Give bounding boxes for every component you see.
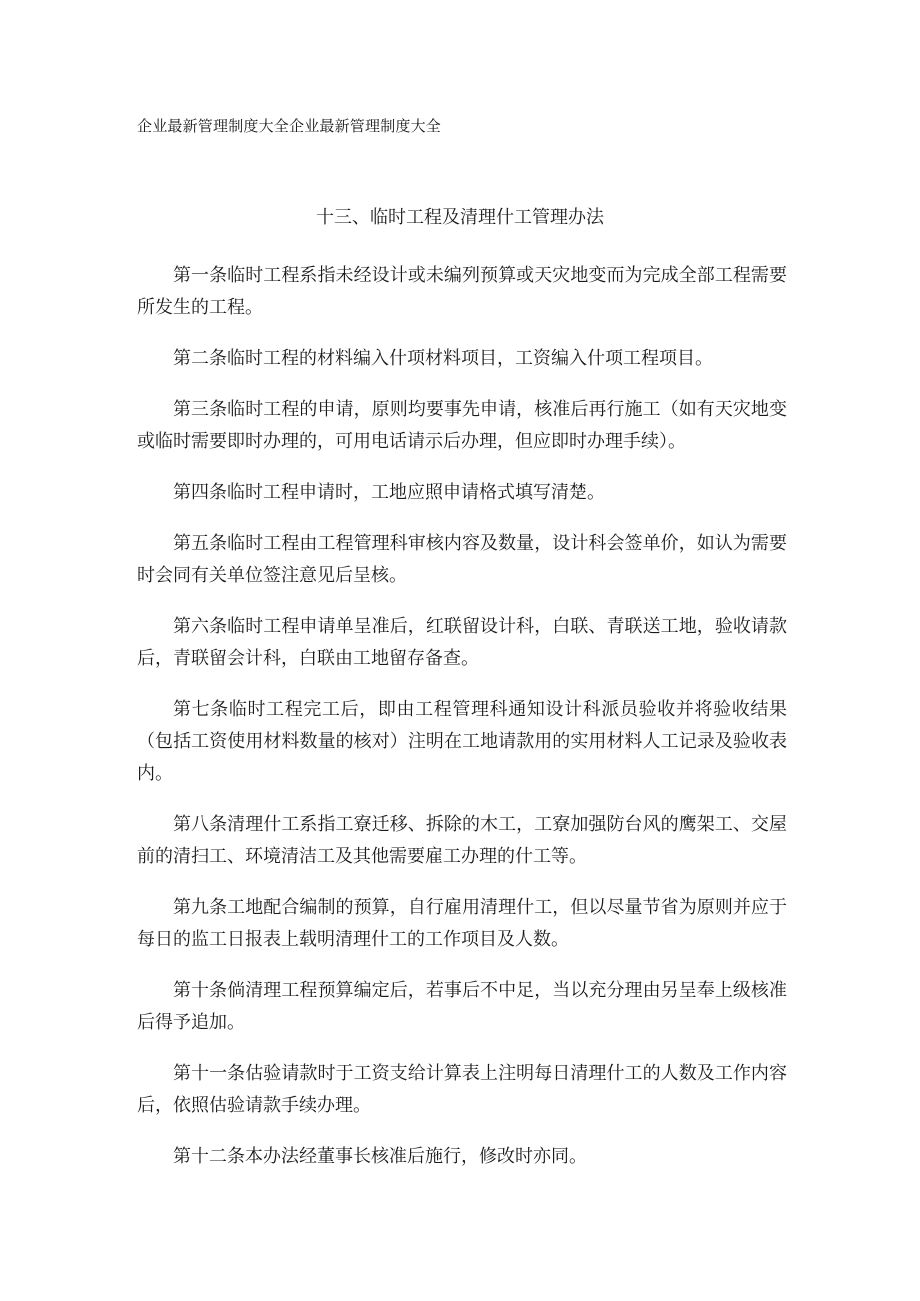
article-2: 第二条临时工程的材料编入什项材料项目，工资编入什项工程项目。 bbox=[173, 348, 713, 369]
article-3: 第三条临时工程的申请，原则均要事先申请，核准后再行施工（如有天灾地变或临时需要即时办理的，可用电话请示后办理，但应即时办理手续）。 bbox=[137, 399, 787, 452]
article-9: 第九条工地配合编制的预算，自行雇用清理什工，但以尽量节省为原则并应于每日的监工日报表上载明清理什工的工作项目及人数。 bbox=[137, 897, 787, 950]
article-12: 第十二条本办法经董事长核准后施行，修改时亦同。 bbox=[173, 1146, 587, 1167]
document-title: 十三、临时工程及清理什工管理办法 bbox=[316, 207, 604, 228]
article-11: 第十一条估验请款时于工资支给计算表上注明每日清理什工的人数及工作内容后，依照估验请款手续办理。 bbox=[137, 1063, 787, 1116]
article-1: 第一条临时工程系指未经设计或未编列预算或天灾地变而为完成全部工程需要所发生的工程。 bbox=[137, 265, 787, 318]
page-header: 企业最新管理制度大全企业最新管理制度大全 bbox=[137, 117, 442, 135]
article-10: 第十条倘清理工程预算编定后，若事后不中足，当以充分理由另呈奉上级核准后得予追加。 bbox=[137, 980, 787, 1033]
article-4: 第四条临时工程申请时，工地应照申请格式填写清楚。 bbox=[173, 482, 605, 503]
article-5: 第五条临时工程由工程管理科审核内容及数量，设计科会签单价，如认为需要时会同有关单位签注意见后呈核。 bbox=[137, 533, 787, 586]
article-6: 第六条临时工程申请单呈准后，红联留设计科，白联、青联送工地，验收请款后，青联留会计科，白联由工地留存备查。 bbox=[137, 616, 787, 669]
document-body bbox=[137, 260, 787, 1192]
article-8: 第八条清理什工系指工寮迁移、拆除的木工，工寮加强防台风的鹰架工、交屋前的清扫工、环境清洁工及其他需要雇工办理的什工等。 bbox=[137, 814, 787, 867]
article-7: 第七条临时工程完工后，即由工程管理科通知设计科派员验收并将验收结果（包括工资使用材料数量的核对）注明在工地请款用的实用材料人工记录及验收表内。 bbox=[137, 699, 787, 784]
